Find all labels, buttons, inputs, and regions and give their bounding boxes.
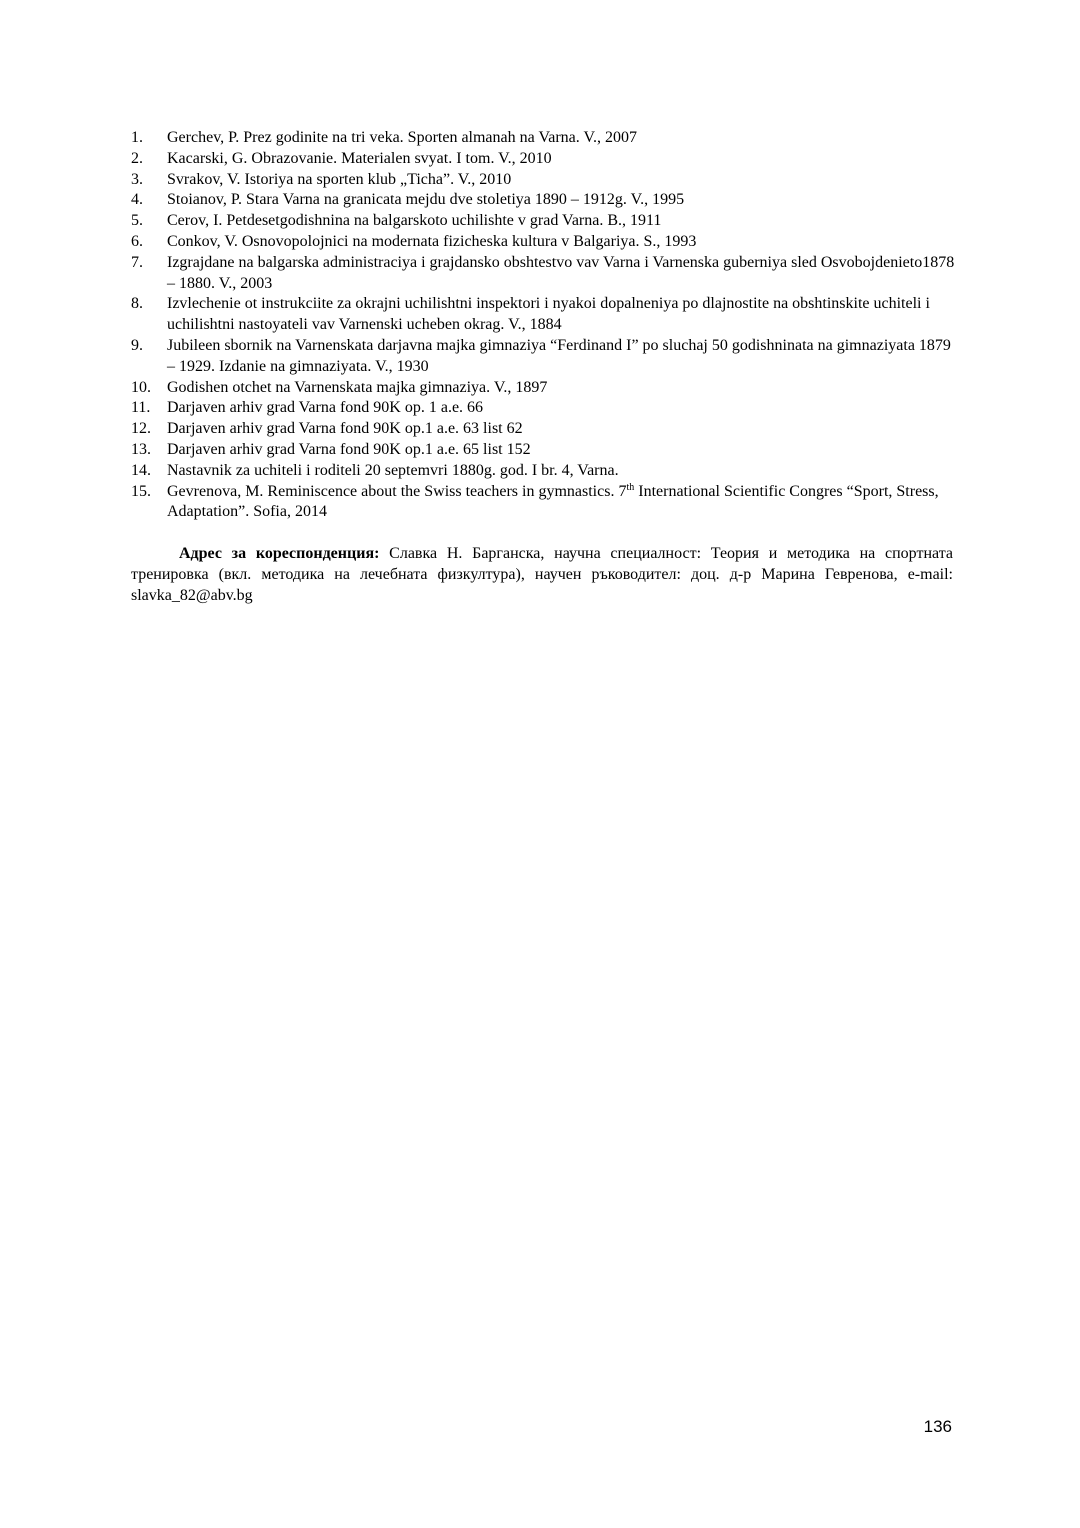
reference-number: 2. xyxy=(131,149,143,167)
reference-item xyxy=(131,170,961,191)
reference-number: 12. xyxy=(131,420,151,438)
reference-item xyxy=(131,149,961,170)
reference-text: Jubileen sbornik na Varnenskata darjavna majka gimnaziya “Ferdinand I” po sluchaj 50 godishninata na gimnaziyata 1879 – 1929. Izdanie na gimnaziyata. V., 1930 xyxy=(167,336,951,375)
reference-item xyxy=(131,253,961,295)
ordinal-superscript: th xyxy=(626,481,635,493)
reference-number: 8. xyxy=(131,295,143,313)
reference-number: 1. xyxy=(131,129,143,146)
reference-number: 6. xyxy=(131,232,143,250)
reference-item xyxy=(131,128,961,149)
reference-number: 13. xyxy=(131,440,151,458)
reference-text: Svrakov, V. Istoriya na sporten klub „Ticha”. V., 2010 xyxy=(167,170,512,188)
reference-number: 14. xyxy=(131,461,151,479)
reference-text: Darjaven arhiv grad Varna fond 90K op.1 a.e. 63 list 62 xyxy=(167,420,523,438)
reference-text: Cerov, I. Petdesetgodishnina na balgarskoto uchilishte v grad Varna. B., 1911 xyxy=(167,212,662,230)
reference-text: Nastavnik za uchiteli i roditeli 20 septemvri 1880g. god. I br. 4, Varna. xyxy=(167,461,619,479)
reference-number: 10. xyxy=(131,378,151,396)
reference-number: 3. xyxy=(131,170,143,188)
reference-item xyxy=(131,482,961,524)
reference-item xyxy=(131,232,961,253)
reference-item xyxy=(131,190,961,211)
page-number: 136 xyxy=(923,1417,952,1436)
reference-number: 7. xyxy=(131,253,143,271)
reference-number: 15. xyxy=(131,482,151,500)
reference-number: 9. xyxy=(131,336,143,354)
reference-text: Stoianov, P. Stara Varna na granicata mejdu dve stoletiya 1890 – 1912g. V., 1995 xyxy=(167,191,685,209)
reference-number: 5. xyxy=(131,212,143,230)
reference-text-part: Gevrenova, M. Reminiscence about the Swiss teachers in gymnastics. 7 xyxy=(167,482,627,500)
reference-text: Darjaven arhiv grad Varna fond 90K op. 1 a.e. 66 xyxy=(167,399,484,417)
reference-item xyxy=(131,440,961,461)
reference-text: Izvlechenie ot instrukciite za okrajni uchilishtni inspektori i nyakoi dopalneniya po dlajnostite na obshtinskite uchiteli i uchilishtni nastoyateli vav Varnenski ucheben okrag. V., 1884 xyxy=(167,295,930,334)
reference-item xyxy=(131,419,961,440)
reference-number: 11. xyxy=(131,399,151,417)
reference-item xyxy=(131,294,961,336)
reference-item xyxy=(131,211,961,232)
correspondence-text: Славка Н. Барганска, научна специалност: Теория и методика на спортната тренировка (вкл. методика на лечебната физкултура), научен ръководител: доц. д-р Марина Гевренова, e-mail: slavka_82@abv.bg xyxy=(131,545,954,604)
reference-number: 4. xyxy=(131,191,143,209)
reference-text: Kacarski, G. Obrazovanie. Materialen svyat. I tom. V., 2010 xyxy=(167,149,552,167)
correspondence-address xyxy=(131,544,953,606)
reference-list xyxy=(131,128,961,523)
correspondence-label: Адрес за кореспонденция: xyxy=(179,545,380,562)
reference-item xyxy=(131,336,961,378)
reference-text: Darjaven arhiv grad Varna fond 90K op.1 a.e. 65 list 152 xyxy=(167,440,531,458)
reference-text: Gerchev, P. Prez godinite na tri veka. Sporten almanah na Varna. V., 2007 xyxy=(167,129,637,146)
reference-text: Godishen otchet na Varnenskata majka gimnaziya. V., 1897 xyxy=(167,378,548,396)
reference-item xyxy=(131,378,961,399)
reference-text xyxy=(167,482,961,524)
reference-text-part: International Scientific Congres “Sport, Stress, Adaptation”. Sofia, 2014 xyxy=(167,482,939,521)
reference-item xyxy=(131,398,961,419)
reference-text: Conkov, V. Osnovopolojnici na modernata fizicheska kultura v Balgariya. S., 1993 xyxy=(167,232,697,250)
reference-item xyxy=(131,461,961,482)
reference-text: Izgrajdane na balgarska administraciya i grajdansko obshtestvo vav Varna i Varnenska guberniya sled Osvobojdenieto1878 – 1880. V., 2003 xyxy=(167,253,955,292)
